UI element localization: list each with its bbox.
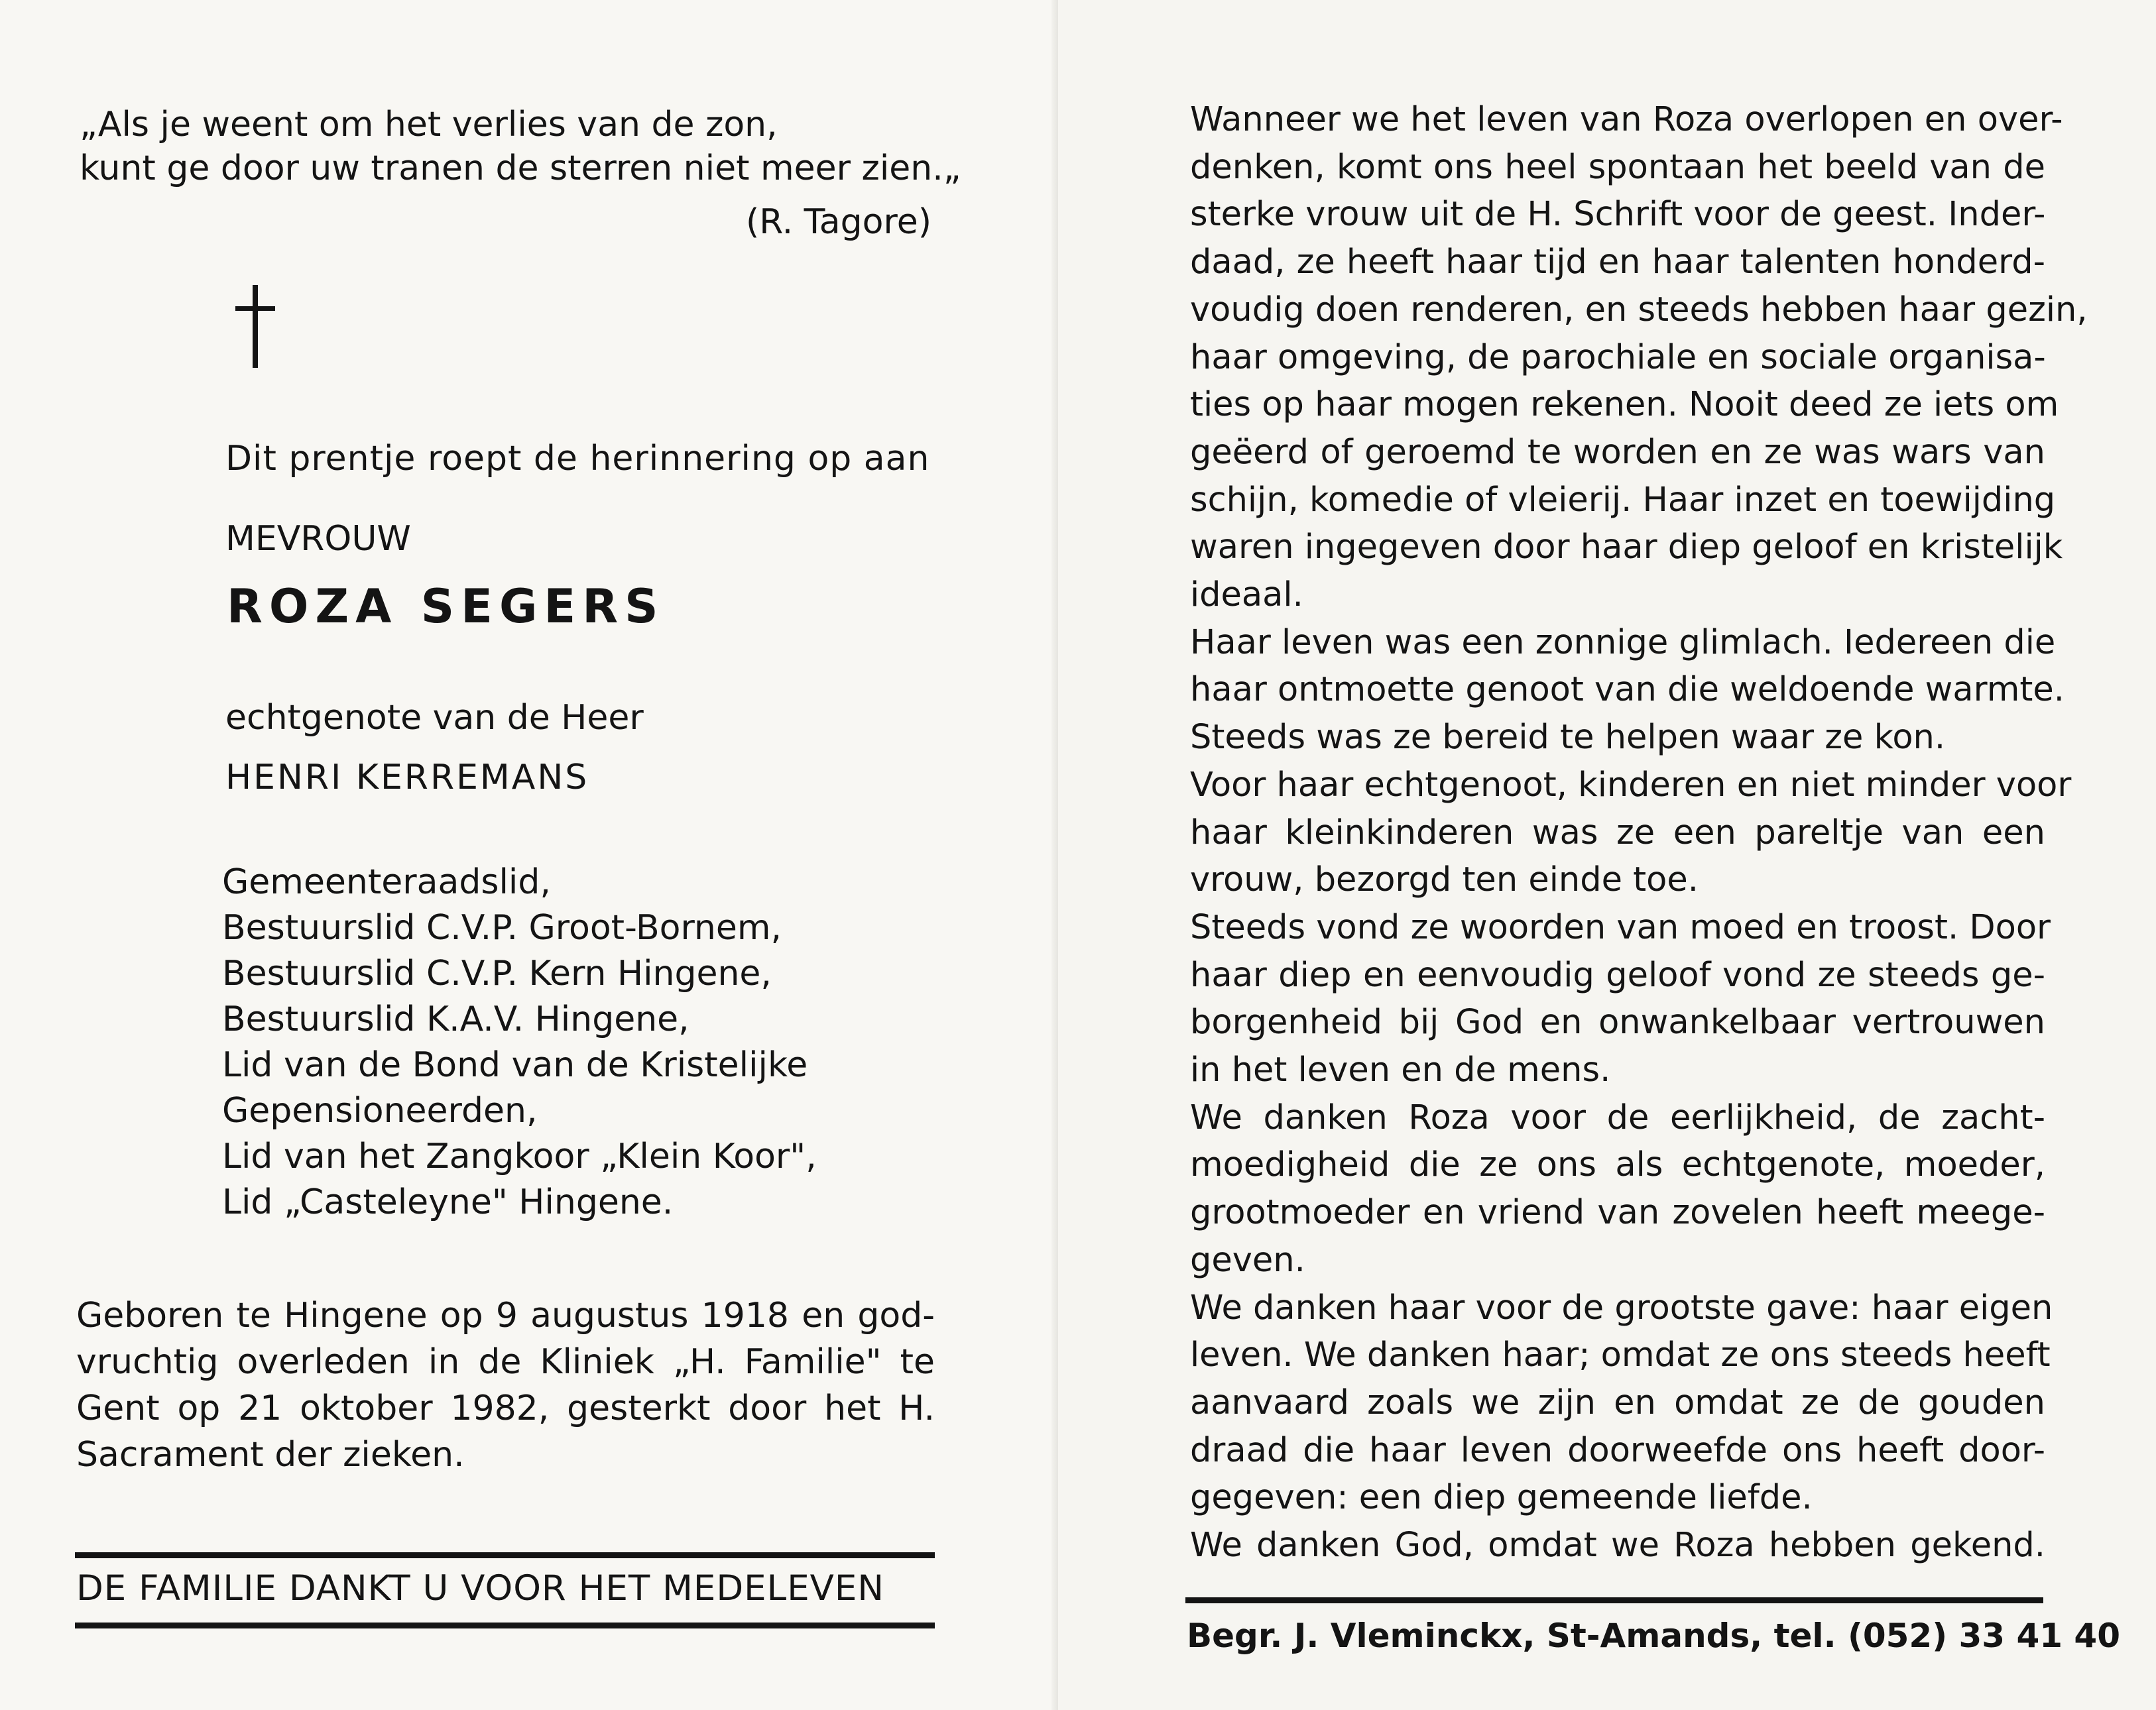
function-item: Lid van het Zangkoor „Klein Koor", [222, 1137, 817, 1176]
function-item: Gepensioneerden, [222, 1091, 538, 1131]
tribute-line: geëerd of geroemd te worden en ze was wars van [1190, 432, 2045, 472]
cross-icon [235, 285, 275, 368]
tribute-line: haar omgeving, de parochiale en sociale organisa- [1190, 337, 2046, 377]
tribute-line: Haar leven was een zonnige glimlach. Iedereen die [1190, 622, 2056, 662]
tribute-line: leven. We danken haar; omdat ze ons steeds heeft [1190, 1336, 2051, 1375]
tribute-line: waren ingegeven door haar diep geloof en kristelijk [1190, 528, 2063, 567]
tribute-line: Steeds vond ze woorden van moed en troost. Door [1190, 907, 2051, 947]
divider-bottom [75, 1623, 935, 1628]
quote-line: kunt ge door uw tranen de sterren niet meer zien.„ [80, 148, 961, 188]
tribute-line: vrouw, bezorgd ten einde toe. [1190, 860, 1699, 900]
tribute-line: We danken haar voor de grootste gave: haar eigen [1190, 1288, 2053, 1328]
tribute-line: in het leven en de mens. [1190, 1051, 1611, 1090]
tribute-line: We danken Roza voor de eerlijkheid, de zacht- [1190, 1098, 2045, 1137]
tribute-line: geven. [1190, 1240, 1305, 1280]
tribute-line: haar diep en eenvoudig geloof vond ze steeds ge- [1190, 955, 2045, 995]
tribute-line: ideaal. [1190, 575, 1303, 615]
intro-text: Dit prentje roept de herinnering op aan [225, 439, 930, 479]
family-thanks: DE FAMILIE DANKT U VOOR HET MEDELEVEN [76, 1568, 885, 1609]
function-item: Lid van de Bond van de Kristelijke [222, 1045, 808, 1085]
tribute-line: We danken God, omdat we Roza hebben gekend. [1190, 1526, 2045, 1566]
quote-author: (R. Tagore) [746, 202, 931, 242]
tribute-line: draad die haar leven doorweefde ons heeft door- [1190, 1430, 2045, 1470]
deceased-name: ROZA SEGERS [227, 579, 665, 634]
function-item: Bestuurslid K.A.V. Hingene, [222, 999, 689, 1039]
functions-list [222, 860, 817, 1226]
tribute-line: haar ontmoette genoot van die weldoende warmte. [1190, 670, 2065, 710]
tribute-line: aanvaard zoals we zijn en omdat ze de gouden [1190, 1383, 2045, 1422]
honorific: MEVROUW [225, 519, 411, 559]
birth-death-paragraph [76, 1292, 935, 1478]
tribute-line: ties op haar mogen rekenen. Nooit deed ze iets om [1190, 385, 2059, 425]
function-item: Lid „Casteleyne" Hingene. [222, 1182, 674, 1222]
tribute-line: grootmoeder en vriend van zovelen heeft meege- [1190, 1193, 2045, 1233]
tribute-line: sterke vrouw uit de H. Schrift voor de geest. Inder- [1190, 195, 2046, 235]
tribute-line: denken, komt ons heel spontaan het beeld van de [1190, 147, 2045, 187]
divider-top [75, 1552, 935, 1558]
left-panel [0, 0, 1057, 1710]
tribute-line: daad, ze heeft haar tijd en haar talenten honderd- [1190, 243, 2045, 282]
spouse-label: echtgenote van de Heer [225, 698, 644, 738]
function-item: Bestuurslid C.V.P. Groot-Bornem, [222, 908, 782, 948]
tribute-line: schijn, komedie of vleierij. Haar inzet en toewijding [1190, 480, 2056, 520]
tribute-line: Wanneer we het leven van Roza overlopen en over- [1190, 100, 2063, 139]
quote-line: „Als je weent om het verlies van de zon, [80, 105, 778, 144]
tribute-line: moedigheid die ze ons als echtgenote, moeder, [1190, 1145, 2045, 1185]
function-item: Bestuurslid C.V.P. Kern Hingene, [222, 954, 772, 994]
paragraph-line: Geboren te Hingene op 9 augustus 1918 en god- [76, 1296, 935, 1336]
paragraph-line: vruchtig overleden in de Kliniek „H. Familie" te [76, 1342, 935, 1382]
printer-credit: Begr. J. Vleminckx, St-Amands, tel. (052) 33 41 40 [1187, 1617, 2121, 1655]
tribute-line: Voor haar echtgenoot, kinderen en niet minder voor [1190, 765, 2072, 805]
spouse-name: HENRI KERREMANS [225, 758, 589, 797]
function-item: Gemeenteraadslid, [222, 862, 551, 902]
quote [80, 103, 961, 190]
tribute-line: haar kleinkinderen was ze een pareltje van een [1190, 813, 2045, 852]
printer-divider [1185, 1597, 2043, 1603]
tribute-text [1190, 96, 2088, 1569]
tribute-line: borgenheid bij God en onwankelbaar vertrouwen [1190, 1003, 2045, 1043]
paragraph-line: Sacrament der zieken. [76, 1435, 465, 1475]
tribute-line: gegeven: een diep gemeende liefde. [1190, 1478, 1813, 1518]
tribute-line: voudig doen renderen, en steeds hebben haar gezin, [1190, 290, 2088, 329]
paragraph-line: Gent op 21 oktober 1982, gesterkt door het H. [76, 1389, 935, 1428]
tribute-line: Steeds was ze bereid te helpen waar ze kon. [1190, 718, 1946, 758]
